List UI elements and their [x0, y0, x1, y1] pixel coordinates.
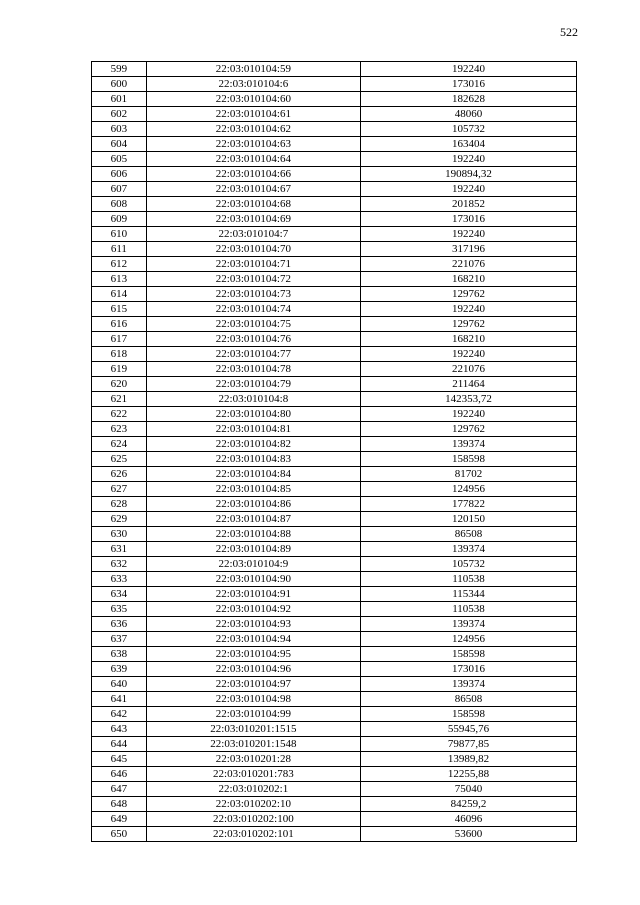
value-cell: 86508: [361, 527, 577, 542]
row-number-cell: 642: [92, 707, 147, 722]
value-cell: 173016: [361, 77, 577, 92]
data-table: [91, 61, 577, 842]
cadastral-number-cell: 22:03:010104:74: [146, 302, 360, 317]
table-row: [92, 797, 577, 812]
row-number-cell: 614: [92, 287, 147, 302]
value-cell: 55945,76: [361, 722, 577, 737]
cadastral-number-cell: 22:03:010104:86: [146, 497, 360, 512]
value-cell: 81702: [361, 467, 577, 482]
table-row: [92, 227, 577, 242]
table-row: [92, 692, 577, 707]
table-row: [92, 707, 577, 722]
table-row: [92, 572, 577, 587]
row-number-cell: 608: [92, 197, 147, 212]
value-cell: 79877,85: [361, 737, 577, 752]
value-cell: 168210: [361, 332, 577, 347]
value-cell: 190894,32: [361, 167, 577, 182]
cadastral-number-cell: 22:03:010104:62: [146, 122, 360, 137]
value-cell: 221076: [361, 362, 577, 377]
cadastral-number-cell: 22:03:010104:72: [146, 272, 360, 287]
table-row: [92, 617, 577, 632]
cadastral-number-cell: 22:03:010104:81: [146, 422, 360, 437]
value-cell: 129762: [361, 287, 577, 302]
value-cell: 163404: [361, 137, 577, 152]
row-number-cell: 639: [92, 662, 147, 677]
cadastral-number-cell: 22:03:010104:78: [146, 362, 360, 377]
table-row: [92, 287, 577, 302]
table-row: [92, 377, 577, 392]
table-row: [92, 452, 577, 467]
cadastral-number-cell: 22:03:010104:93: [146, 617, 360, 632]
row-number-cell: 600: [92, 77, 147, 92]
value-cell: 105732: [361, 557, 577, 572]
row-number-cell: 599: [92, 62, 147, 77]
value-cell: 192240: [361, 347, 577, 362]
cadastral-number-cell: 22:03:010104:73: [146, 287, 360, 302]
table-row: [92, 467, 577, 482]
value-cell: 168210: [361, 272, 577, 287]
value-cell: 129762: [361, 422, 577, 437]
table-row: [92, 167, 577, 182]
table-row: [92, 827, 577, 842]
row-number-cell: 632: [92, 557, 147, 572]
value-cell: 120150: [361, 512, 577, 527]
row-number-cell: 636: [92, 617, 147, 632]
table-row: [92, 257, 577, 272]
table-row: [92, 602, 577, 617]
cadastral-number-cell: 22:03:010104:90: [146, 572, 360, 587]
row-number-cell: 643: [92, 722, 147, 737]
table-row: [92, 197, 577, 212]
cadastral-number-cell: 22:03:010104:89: [146, 542, 360, 557]
value-cell: 84259,2: [361, 797, 577, 812]
value-cell: 192240: [361, 62, 577, 77]
table-row: [92, 362, 577, 377]
cadastral-number-cell: 22:03:010201:28: [146, 752, 360, 767]
value-cell: 182628: [361, 92, 577, 107]
table-row: [92, 737, 577, 752]
row-number-cell: 637: [92, 632, 147, 647]
cadastral-number-cell: 22:03:010104:7: [146, 227, 360, 242]
table-row: [92, 302, 577, 317]
cadastral-number-cell: 22:03:010104:59: [146, 62, 360, 77]
value-cell: 75040: [361, 782, 577, 797]
cadastral-number-cell: 22:03:010202:100: [146, 812, 360, 827]
cadastral-number-cell: 22:03:010104:63: [146, 137, 360, 152]
value-cell: 110538: [361, 602, 577, 617]
cadastral-number-cell: 22:03:010104:77: [146, 347, 360, 362]
row-number-cell: 610: [92, 227, 147, 242]
value-cell: 192240: [361, 227, 577, 242]
cadastral-number-cell: 22:03:010104:64: [146, 152, 360, 167]
table-row: [92, 722, 577, 737]
table-row: [92, 482, 577, 497]
row-number-cell: 631: [92, 542, 147, 557]
row-number-cell: 616: [92, 317, 147, 332]
table-row: [92, 632, 577, 647]
table-row: [92, 647, 577, 662]
row-number-cell: 623: [92, 422, 147, 437]
cadastral-number-cell: 22:03:010104:71: [146, 257, 360, 272]
row-number-cell: 648: [92, 797, 147, 812]
value-cell: 221076: [361, 257, 577, 272]
table-row: [92, 77, 577, 92]
table-row: [92, 392, 577, 407]
cadastral-number-cell: 22:03:010104:83: [146, 452, 360, 467]
value-cell: 192240: [361, 182, 577, 197]
table-row: [92, 437, 577, 452]
row-number-cell: 617: [92, 332, 147, 347]
row-number-cell: 647: [92, 782, 147, 797]
row-number-cell: 626: [92, 467, 147, 482]
value-cell: 158598: [361, 647, 577, 662]
table-row: [92, 767, 577, 782]
row-number-cell: 618: [92, 347, 147, 362]
table-row: [92, 782, 577, 797]
table-row: [92, 62, 577, 77]
table-row: [92, 662, 577, 677]
table-row: [92, 542, 577, 557]
cadastral-number-cell: 22:03:010104:61: [146, 107, 360, 122]
cadastral-number-cell: 22:03:010104:82: [146, 437, 360, 452]
table-row: [92, 587, 577, 602]
table-row: [92, 92, 577, 107]
cadastral-number-cell: 22:03:010104:87: [146, 512, 360, 527]
value-cell: 129762: [361, 317, 577, 332]
cadastral-number-cell: 22:03:010104:67: [146, 182, 360, 197]
value-cell: 192240: [361, 302, 577, 317]
cadastral-number-cell: 22:03:010104:91: [146, 587, 360, 602]
value-cell: 173016: [361, 662, 577, 677]
table-row: [92, 407, 577, 422]
row-number-cell: 611: [92, 242, 147, 257]
cadastral-number-cell: 22:03:010201:1548: [146, 737, 360, 752]
row-number-cell: 633: [92, 572, 147, 587]
cadastral-number-cell: 22:03:010104:8: [146, 392, 360, 407]
value-cell: 12255,88: [361, 767, 577, 782]
cadastral-number-cell: 22:03:010202:1: [146, 782, 360, 797]
table-row: [92, 107, 577, 122]
row-number-cell: 638: [92, 647, 147, 662]
cadastral-number-cell: 22:03:010104:94: [146, 632, 360, 647]
value-cell: 86508: [361, 692, 577, 707]
value-cell: 139374: [361, 437, 577, 452]
value-cell: 105732: [361, 122, 577, 137]
value-cell: 317196: [361, 242, 577, 257]
cadastral-number-cell: 22:03:010104:76: [146, 332, 360, 347]
row-number-cell: 622: [92, 407, 147, 422]
cadastral-number-cell: 22:03:010104:84: [146, 467, 360, 482]
row-number-cell: 607: [92, 182, 147, 197]
cadastral-number-cell: 22:03:010202:10: [146, 797, 360, 812]
row-number-cell: 606: [92, 167, 147, 182]
cadastral-number-cell: 22:03:010202:101: [146, 827, 360, 842]
row-number-cell: 613: [92, 272, 147, 287]
table-row: [92, 752, 577, 767]
cadastral-number-cell: 22:03:010104:96: [146, 662, 360, 677]
row-number-cell: 603: [92, 122, 147, 137]
cadastral-number-cell: 22:03:010201:783: [146, 767, 360, 782]
cadastral-number-cell: 22:03:010104:79: [146, 377, 360, 392]
value-cell: 53600: [361, 827, 577, 842]
cadastral-number-cell: 22:03:010104:95: [146, 647, 360, 662]
table-body: [92, 62, 577, 842]
value-cell: 48060: [361, 107, 577, 122]
row-number-cell: 640: [92, 677, 147, 692]
row-number-cell: 602: [92, 107, 147, 122]
value-cell: 13989,82: [361, 752, 577, 767]
row-number-cell: 628: [92, 497, 147, 512]
value-cell: 158598: [361, 707, 577, 722]
table-row: [92, 557, 577, 572]
table-row: [92, 527, 577, 542]
row-number-cell: 634: [92, 587, 147, 602]
table-row: [92, 242, 577, 257]
value-cell: 142353,72: [361, 392, 577, 407]
value-cell: 46096: [361, 812, 577, 827]
cadastral-number-cell: 22:03:010104:85: [146, 482, 360, 497]
table-row: [92, 137, 577, 152]
table-row: [92, 347, 577, 362]
row-number-cell: 646: [92, 767, 147, 782]
value-cell: 139374: [361, 677, 577, 692]
row-number-cell: 619: [92, 362, 147, 377]
row-number-cell: 645: [92, 752, 147, 767]
value-cell: 124956: [361, 632, 577, 647]
table-row: [92, 812, 577, 827]
cadastral-number-cell: 22:03:010104:80: [146, 407, 360, 422]
row-number-cell: 601: [92, 92, 147, 107]
row-number-cell: 641: [92, 692, 147, 707]
cadastral-number-cell: 22:03:010104:6: [146, 77, 360, 92]
value-cell: 139374: [361, 542, 577, 557]
cadastral-number-cell: 22:03:010104:97: [146, 677, 360, 692]
row-number-cell: 635: [92, 602, 147, 617]
value-cell: 139374: [361, 617, 577, 632]
table-row: [92, 422, 577, 437]
table-row: [92, 272, 577, 287]
row-number-cell: 620: [92, 377, 147, 392]
cadastral-number-cell: 22:03:010104:69: [146, 212, 360, 227]
cadastral-number-cell: 22:03:010104:98: [146, 692, 360, 707]
row-number-cell: 627: [92, 482, 147, 497]
value-cell: 177822: [361, 497, 577, 512]
table-row: [92, 677, 577, 692]
cadastral-number-cell: 22:03:010104:88: [146, 527, 360, 542]
value-cell: 192240: [361, 152, 577, 167]
row-number-cell: 624: [92, 437, 147, 452]
table-row: [92, 152, 577, 167]
page-number: 522: [560, 25, 578, 39]
value-cell: 173016: [361, 212, 577, 227]
table-row: [92, 122, 577, 137]
table-row: [92, 497, 577, 512]
table-row: [92, 332, 577, 347]
value-cell: 201852: [361, 197, 577, 212]
cadastral-number-cell: 22:03:010104:75: [146, 317, 360, 332]
value-cell: 124956: [361, 482, 577, 497]
row-number-cell: 625: [92, 452, 147, 467]
cadastral-number-cell: 22:03:010104:92: [146, 602, 360, 617]
row-number-cell: 629: [92, 512, 147, 527]
table-row: [92, 317, 577, 332]
cadastral-number-cell: 22:03:010104:60: [146, 92, 360, 107]
row-number-cell: 621: [92, 392, 147, 407]
row-number-cell: 605: [92, 152, 147, 167]
cadastral-number-cell: 22:03:010104:99: [146, 707, 360, 722]
table-row: [92, 512, 577, 527]
cadastral-number-cell: 22:03:010104:66: [146, 167, 360, 182]
row-number-cell: 650: [92, 827, 147, 842]
row-number-cell: 612: [92, 257, 147, 272]
row-number-cell: 615: [92, 302, 147, 317]
cadastral-number-cell: 22:03:010104:68: [146, 197, 360, 212]
value-cell: 192240: [361, 407, 577, 422]
value-cell: 115344: [361, 587, 577, 602]
table-row: [92, 182, 577, 197]
table-row: [92, 212, 577, 227]
row-number-cell: 644: [92, 737, 147, 752]
value-cell: 110538: [361, 572, 577, 587]
cadastral-number-cell: 22:03:010104:70: [146, 242, 360, 257]
row-number-cell: 630: [92, 527, 147, 542]
cadastral-number-cell: 22:03:010201:1515: [146, 722, 360, 737]
row-number-cell: 604: [92, 137, 147, 152]
value-cell: 211464: [361, 377, 577, 392]
row-number-cell: 649: [92, 812, 147, 827]
cadastral-number-cell: 22:03:010104:9: [146, 557, 360, 572]
value-cell: 158598: [361, 452, 577, 467]
row-number-cell: 609: [92, 212, 147, 227]
